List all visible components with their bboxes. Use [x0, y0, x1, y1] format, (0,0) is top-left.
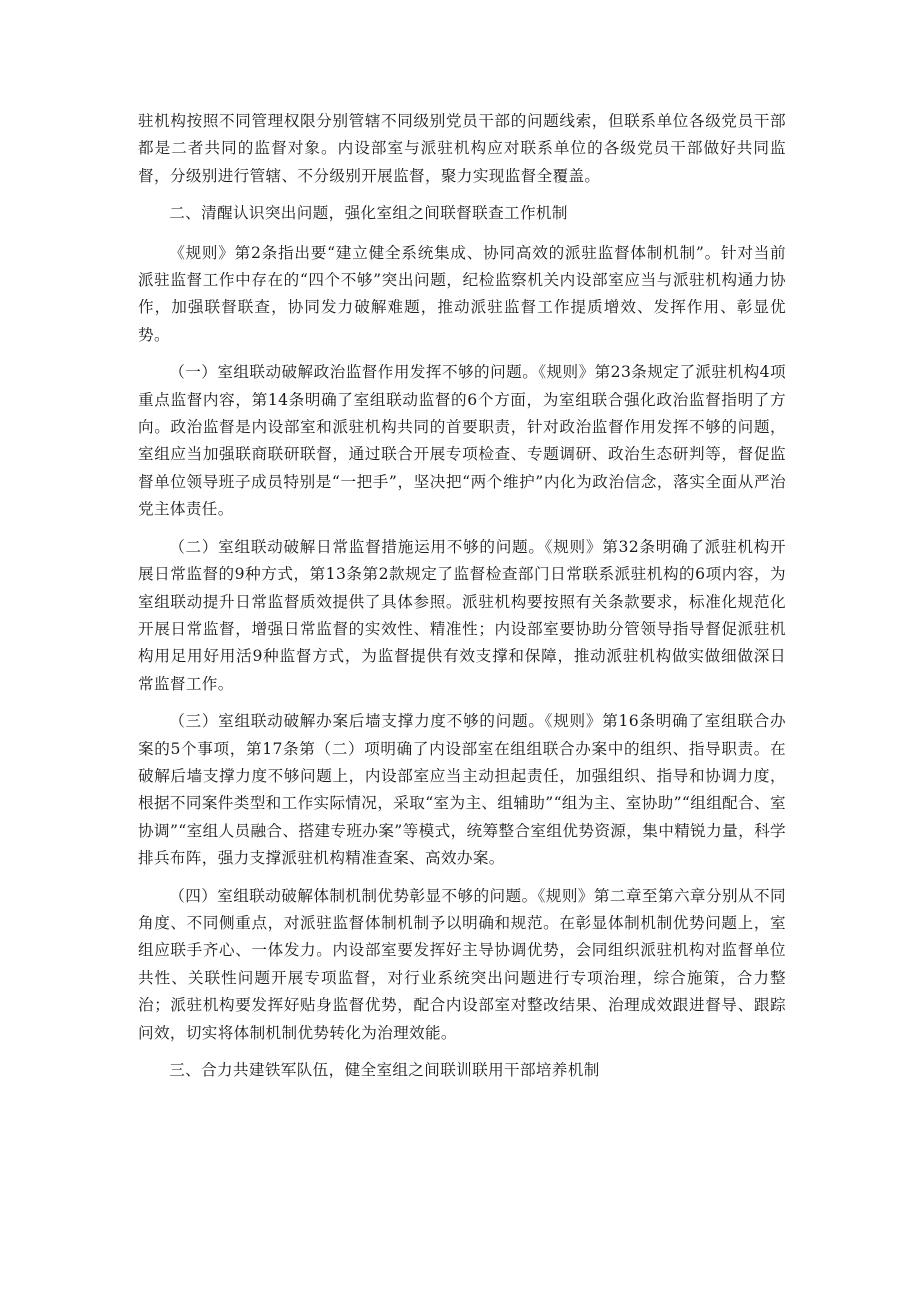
section-heading-2: 二、清醒认识突出问题，强化室组之间联督联查工作机制: [169, 204, 568, 223]
paragraph-case-support: （三）室组联动破解办案后墙支撑力度不够的问题。《规则》第16条明确了室组联合办案的5个事项，第17条第（二）项明确了内设部室在组组联合办案中的组织、指导职责。在破解后墙支撑力度不够问题上，内设部室应当主动担起责任，加强组织、指导和协调力度，根据不同案件类型和工作实际情况，采取“室为主、组辅助”“组为主、室协助”“组组配合、室协调”“室组人员融合、搭建专班办案”等模式，统筹整合室组优势资源，集中精锐力量，科学排兵布阵，强力支撑派驻机构精准查案、高效办案。: [138, 712, 786, 868]
section-heading-3: 三、合力共建铁军队伍，健全室组之间联训联用干部培养机制: [169, 1061, 600, 1079]
paragraph-political-supervision: （一）室组联动破解政治监督作用发挥不够的问题。《规则》第23条规定了派驻机构4项重点监督内容，第14条明确了室组联动监督的6个方面，为室组联合强化政治监督指明了方向。政治监督是内设部室和派驻机构共同的首要职责，针对政治监督作用发挥不够的问题，室组应当加强联商联研联督，通过联合开展专项检查、专题调研、政治生态研判等，督促监督单位领导班子成员特别是“一把手”，坚决把“两个维护”内化为政治信念，落实全面从严治党主体责任。: [138, 363, 786, 519]
paragraph-daily-supervision: （二）室组联动破解日常监督措施运用不够的问题。《规则》第32条明确了派驻机构开展日常监督的9种方式，第13条第2款规定了监督检查部门日常联系派驻机构的6项内容，为室组联动提升日常监督质效提供了具体参照。派驻机构要按照有关条款要求，标准化规范化开展日常监督，增强日常监督的实效性、精准性；内设部室要协助分管领导指导督促派驻机构用足用好用活9种监督方式，为监督提供有效支撑和保障，推动派驻机构做实做细做深日常监督工作。: [138, 537, 786, 693]
paragraph-institutional-advantage: （四）室组联动破解体制机制优势彰显不够的问题。《规则》第二章至第六章分别从不同角度、不同侧重点，对派驻监督体制机制予以明确和规范。在彰显体制机制优势问题上，室组应联手齐心、一体发力。内设部室要发挥好主导协调优势，会同组织派驻机构对监督单位共性、关联性问题开展专项监督，对行业系统突出问题进行专项治理，综合施策，合力整治；派驻机构要发挥好贴身监督优势，配合内设部室对整改结果、治理成效跟进督导、跟踪问效，切实将体制机制优势转化为治理效能。: [138, 886, 786, 1042]
paragraph-continuation: 驻机构按照不同管理权限分别管辖不同级别党员干部的问题线索，但联系单位各级党员干部都是二者共同的监督对象。内设部室与派驻机构应对联系单位的各级党员干部做好共同监督，分级别进行管辖、不分级别开展监督，聚力实现监督全覆盖。: [138, 112, 786, 185]
document-page: [138, 108, 786, 1096]
paragraph-rules-article-2: 《规则》第2条指出要“建立健全系统集成、协同高效的派驻监督体制机制”。针对当前派驻监督工作中存在的“四个不够”突出问题，纪检监察机关内设部室应当与派驻机构通力协作，加强联督联查，协同发力破解难题，推动派驻监督工作提质增效、发挥作用、彰显优势。: [138, 243, 786, 344]
